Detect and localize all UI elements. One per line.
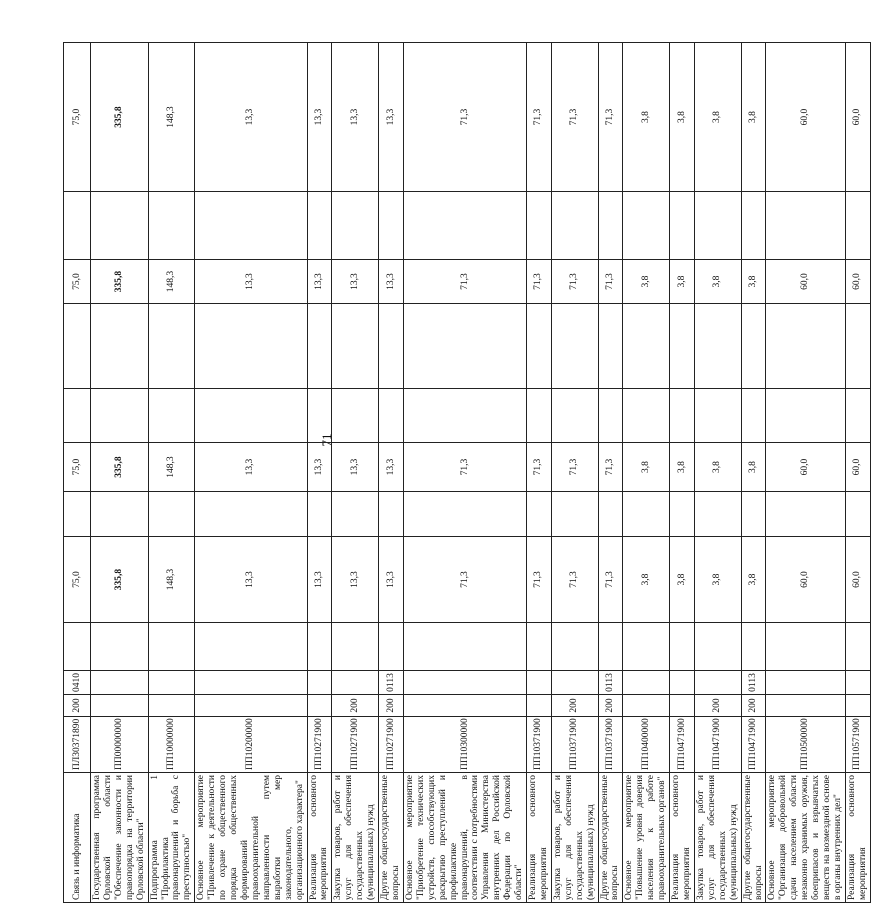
amount-cell xyxy=(741,492,766,537)
amount-cell xyxy=(527,492,552,537)
amount-cell: 335,8 xyxy=(91,260,149,304)
table-row xyxy=(694,43,741,903)
row-target-code: ПП10371900 xyxy=(598,717,623,773)
row-expense-type xyxy=(670,695,695,717)
row-expense-type: 200 xyxy=(64,695,91,717)
row-expense-type: 200 xyxy=(741,695,766,717)
amount-cell xyxy=(64,389,91,443)
row-target-code: ПП10471900 xyxy=(670,717,695,773)
row-expense-type: 200 xyxy=(379,695,404,717)
amount-cell: 3,8 xyxy=(623,43,670,192)
empty-cell xyxy=(91,623,149,671)
row-description: Реализация основного мероприятия xyxy=(307,773,332,903)
row-target-code: ПП10271900 xyxy=(332,717,379,773)
row-description: Реализация основного мероприятия xyxy=(670,773,695,903)
row-expense-type xyxy=(307,695,332,717)
row-target-code: ПП10471900 xyxy=(741,717,766,773)
amount-cell xyxy=(332,304,379,389)
empty-cell xyxy=(623,623,670,671)
row-section-code xyxy=(766,671,845,695)
amount-cell xyxy=(91,304,149,389)
table-row xyxy=(195,43,307,903)
amount-cell xyxy=(403,192,526,260)
row-section-code xyxy=(694,671,741,695)
amount-cell: 60,0 xyxy=(845,43,870,192)
amount-cell xyxy=(332,192,379,260)
amount-cell xyxy=(551,492,598,537)
amount-cell: 13,3 xyxy=(332,443,379,492)
amount-cell: 13,3 xyxy=(379,537,404,623)
row-description: Государственная программа Орловской области "Обеспечение законности и правопорядка на территории Орловской области" xyxy=(91,773,149,903)
amount-cell xyxy=(64,492,91,537)
amount-cell: 71,3 xyxy=(598,260,623,304)
amount-cell: 13,3 xyxy=(307,43,332,192)
row-target-code: ПП10271900 xyxy=(379,717,404,773)
amount-cell xyxy=(766,492,845,537)
table-row xyxy=(527,43,552,903)
amount-cell: 3,8 xyxy=(670,260,695,304)
amount-cell xyxy=(598,492,623,537)
amount-cell xyxy=(845,389,870,443)
amount-cell xyxy=(766,304,845,389)
row-target-code: ПП10300000 xyxy=(403,717,526,773)
amount-cell xyxy=(379,304,404,389)
row-section-code: 0113 xyxy=(379,671,404,695)
amount-cell: 148,3 xyxy=(148,537,195,623)
row-expense-type: 200 xyxy=(551,695,598,717)
empty-cell xyxy=(148,623,195,671)
row-expense-type: 200 xyxy=(332,695,379,717)
row-description: Основное мероприятие "Привлечение к деятельности по охране общественного порядка общественных формирований правоохранительной направленности путем выработки мер законодательного, организационного характера" xyxy=(195,773,307,903)
amount-cell: 71,3 xyxy=(403,537,526,623)
amount-cell: 71,3 xyxy=(527,43,552,192)
empty-cell xyxy=(551,623,598,671)
row-description: Реализация основного мероприятия xyxy=(527,773,552,903)
row-description: Связь и информатика xyxy=(64,773,91,903)
row-section-code xyxy=(551,671,598,695)
amount-cell xyxy=(195,304,307,389)
amount-cell: 75,0 xyxy=(64,260,91,304)
amount-cell xyxy=(551,389,598,443)
amount-cell: 13,3 xyxy=(379,260,404,304)
empty-cell xyxy=(64,623,91,671)
amount-cell: 71,3 xyxy=(551,260,598,304)
amount-cell: 148,3 xyxy=(148,260,195,304)
table-row xyxy=(741,43,766,903)
amount-cell xyxy=(64,192,91,260)
amount-cell xyxy=(379,192,404,260)
row-description: Основное мероприятие "Приобретение технических устройств, способствующих раскрытию преступлений и профилактике правонарушений, в соответствии с потребностями Управления Министерства внутренних дел Российской Федерации по Орловской области" xyxy=(403,773,526,903)
amount-cell: 13,3 xyxy=(307,443,332,492)
amount-cell xyxy=(845,192,870,260)
amount-cell: 3,8 xyxy=(694,43,741,192)
amount-cell: 60,0 xyxy=(766,43,845,192)
amount-cell xyxy=(527,192,552,260)
amount-cell xyxy=(332,389,379,443)
amount-cell: 60,0 xyxy=(845,443,870,492)
row-target-code: ПП10571900 xyxy=(845,717,870,773)
empty-cell xyxy=(845,623,870,671)
table-row xyxy=(91,43,149,903)
amount-cell xyxy=(694,304,741,389)
amount-cell xyxy=(64,304,91,389)
amount-cell: 13,3 xyxy=(195,260,307,304)
amount-cell xyxy=(670,304,695,389)
amount-cell xyxy=(598,389,623,443)
row-section-code xyxy=(623,671,670,695)
amount-cell: 3,8 xyxy=(623,443,670,492)
amount-cell: 3,8 xyxy=(741,260,766,304)
amount-cell xyxy=(766,389,845,443)
amount-cell xyxy=(91,492,149,537)
empty-cell xyxy=(670,623,695,671)
amount-cell: 3,8 xyxy=(694,443,741,492)
empty-cell xyxy=(598,623,623,671)
table-row xyxy=(64,43,91,903)
empty-cell xyxy=(766,623,845,671)
amount-cell xyxy=(694,492,741,537)
row-section-code xyxy=(195,671,307,695)
amount-cell: 60,0 xyxy=(845,260,870,304)
amount-cell xyxy=(527,304,552,389)
empty-cell xyxy=(195,623,307,671)
row-description: Закупка товаров, работ и услуг для обеспечения государственных (муниципальных) нужд xyxy=(694,773,741,903)
empty-cell xyxy=(527,623,552,671)
amount-cell: 60,0 xyxy=(766,537,845,623)
amount-cell: 13,3 xyxy=(195,537,307,623)
empty-cell xyxy=(307,623,332,671)
amount-cell: 13,3 xyxy=(195,443,307,492)
row-target-code: ПП10200000 xyxy=(195,717,307,773)
row-target-code: ПП10371900 xyxy=(527,717,552,773)
amount-cell xyxy=(741,192,766,260)
row-expense-type xyxy=(148,695,195,717)
table-row xyxy=(403,43,526,903)
amount-cell xyxy=(403,492,526,537)
table-row xyxy=(598,43,623,903)
amount-cell: 3,8 xyxy=(741,537,766,623)
amount-cell xyxy=(403,304,526,389)
row-target-code: ПП10400000 xyxy=(623,717,670,773)
row-description: Реализация основного мероприятия xyxy=(845,773,870,903)
amount-cell xyxy=(91,389,149,443)
table-row xyxy=(670,43,695,903)
amount-cell: 13,3 xyxy=(379,43,404,192)
table-row xyxy=(307,43,332,903)
amount-cell: 3,8 xyxy=(741,43,766,192)
amount-cell: 75,0 xyxy=(64,43,91,192)
row-section-code xyxy=(527,671,552,695)
amount-cell: 13,3 xyxy=(307,260,332,304)
row-description: Закупка товаров, работ и услуг для обеспечения государственных (муниципальных) нужд xyxy=(332,773,379,903)
amount-cell xyxy=(670,492,695,537)
amount-cell: 71,3 xyxy=(403,443,526,492)
table-row xyxy=(623,43,670,903)
row-section-code xyxy=(845,671,870,695)
row-description: Другие общегосударственные вопросы xyxy=(598,773,623,903)
amount-cell: 75,0 xyxy=(64,537,91,623)
table-row xyxy=(332,43,379,903)
amount-cell xyxy=(379,492,404,537)
amount-cell xyxy=(741,304,766,389)
amount-cell xyxy=(741,389,766,443)
amount-cell xyxy=(527,389,552,443)
amount-cell xyxy=(623,389,670,443)
row-target-code: ПП10471900 xyxy=(694,717,741,773)
amount-cell: 3,8 xyxy=(670,537,695,623)
amount-cell: 335,8 xyxy=(91,43,149,192)
amount-cell xyxy=(694,192,741,260)
amount-cell: 71,3 xyxy=(403,260,526,304)
amount-cell xyxy=(195,389,307,443)
amount-cell: 13,3 xyxy=(379,443,404,492)
amount-cell xyxy=(845,304,870,389)
budget-table xyxy=(63,42,871,903)
row-description: Основное мероприятие "Повышение уровня доверия населения к работе правоохранительных органов" xyxy=(623,773,670,903)
amount-cell xyxy=(91,192,149,260)
amount-cell xyxy=(551,304,598,389)
amount-cell xyxy=(694,389,741,443)
amount-cell: 148,3 xyxy=(148,43,195,192)
row-expense-type xyxy=(403,695,526,717)
amount-cell: 13,3 xyxy=(195,43,307,192)
page-number: 71 xyxy=(319,433,334,447)
table-row xyxy=(379,43,404,903)
amount-cell xyxy=(148,304,195,389)
row-section-code: 0113 xyxy=(741,671,766,695)
budget-table-rotated xyxy=(63,43,868,903)
amount-cell: 335,8 xyxy=(91,443,149,492)
row-target-code: ПП10271900 xyxy=(307,717,332,773)
amount-cell: 71,3 xyxy=(527,443,552,492)
row-expense-type xyxy=(623,695,670,717)
amount-cell: 3,8 xyxy=(694,537,741,623)
amount-cell xyxy=(307,192,332,260)
row-description: Подпрограмма 1 "Профилактика правонарушений и борьба с преступностью" xyxy=(148,773,195,903)
row-expense-type xyxy=(91,695,149,717)
amount-cell xyxy=(195,192,307,260)
amount-cell: 71,3 xyxy=(598,537,623,623)
amount-cell: 13,3 xyxy=(332,260,379,304)
amount-cell xyxy=(148,192,195,260)
amount-cell: 13,3 xyxy=(332,537,379,623)
amount-cell: 3,8 xyxy=(623,537,670,623)
row-target-code: ПП00000000 xyxy=(91,717,149,773)
empty-cell xyxy=(332,623,379,671)
amount-cell: 60,0 xyxy=(766,443,845,492)
row-description: Другие общегосударственные вопросы xyxy=(379,773,404,903)
amount-cell: 71,3 xyxy=(403,43,526,192)
row-description: Другие общегосударственные вопросы xyxy=(741,773,766,903)
amount-cell: 3,8 xyxy=(694,260,741,304)
empty-cell xyxy=(379,623,404,671)
amount-cell xyxy=(598,192,623,260)
table-row xyxy=(766,43,845,903)
row-section-code xyxy=(91,671,149,695)
amount-cell xyxy=(379,389,404,443)
amount-cell: 71,3 xyxy=(551,443,598,492)
amount-cell xyxy=(623,492,670,537)
row-target-code: ПП10000000 xyxy=(148,717,195,773)
row-target-code: ПП10371900 xyxy=(551,717,598,773)
row-expense-type: 200 xyxy=(598,695,623,717)
amount-cell: 13,3 xyxy=(332,43,379,192)
table-row xyxy=(551,43,598,903)
amount-cell xyxy=(598,304,623,389)
amount-cell: 13,3 xyxy=(307,537,332,623)
amount-cell: 71,3 xyxy=(527,260,552,304)
amount-cell: 148,3 xyxy=(148,443,195,492)
row-section-code xyxy=(148,671,195,695)
row-expense-type xyxy=(527,695,552,717)
amount-cell: 60,0 xyxy=(845,537,870,623)
empty-cell xyxy=(403,623,526,671)
row-description: Основное мероприятие "Организация добровольной сдачи населением области незаконно хранимых оружия, боеприпасов и взрывчатых веществ на возмездной основе в органы внутренних дел" xyxy=(766,773,845,903)
amount-cell xyxy=(195,492,307,537)
amount-cell xyxy=(623,192,670,260)
table-body xyxy=(64,43,871,903)
empty-cell xyxy=(694,623,741,671)
amount-cell: 3,8 xyxy=(670,43,695,192)
amount-cell: 71,3 xyxy=(598,43,623,192)
amount-cell xyxy=(332,492,379,537)
amount-cell xyxy=(148,492,195,537)
row-target-code: ПЛ30371890 xyxy=(64,717,91,773)
amount-cell: 71,3 xyxy=(551,537,598,623)
row-expense-type xyxy=(195,695,307,717)
amount-cell xyxy=(670,192,695,260)
row-section-code: 0113 xyxy=(598,671,623,695)
row-description: Закупка товаров, работ и услуг для обеспечения государственных (муниципальных) нужд xyxy=(551,773,598,903)
row-section-code xyxy=(403,671,526,695)
row-section-code xyxy=(332,671,379,695)
amount-cell: 71,3 xyxy=(551,43,598,192)
row-expense-type: 200 xyxy=(694,695,741,717)
row-expense-type xyxy=(845,695,870,717)
amount-cell xyxy=(766,192,845,260)
row-section-code: 0410 xyxy=(64,671,91,695)
amount-cell xyxy=(551,192,598,260)
amount-cell xyxy=(307,492,332,537)
amount-cell xyxy=(307,304,332,389)
amount-cell: 3,8 xyxy=(623,260,670,304)
empty-cell xyxy=(741,623,766,671)
row-section-code xyxy=(670,671,695,695)
row-expense-type xyxy=(766,695,845,717)
amount-cell xyxy=(623,304,670,389)
row-target-code: ПП10500000 xyxy=(766,717,845,773)
amount-cell xyxy=(307,389,332,443)
amount-cell xyxy=(670,389,695,443)
amount-cell: 60,0 xyxy=(766,260,845,304)
amount-cell xyxy=(845,492,870,537)
table-row xyxy=(148,43,195,903)
table-row xyxy=(845,43,870,903)
amount-cell: 3,8 xyxy=(741,443,766,492)
amount-cell xyxy=(148,389,195,443)
amount-cell: 3,8 xyxy=(670,443,695,492)
amount-cell: 75,0 xyxy=(64,443,91,492)
amount-cell xyxy=(403,389,526,443)
row-section-code xyxy=(307,671,332,695)
amount-cell: 71,3 xyxy=(598,443,623,492)
amount-cell: 71,3 xyxy=(527,537,552,623)
amount-cell: 335,8 xyxy=(91,537,149,623)
